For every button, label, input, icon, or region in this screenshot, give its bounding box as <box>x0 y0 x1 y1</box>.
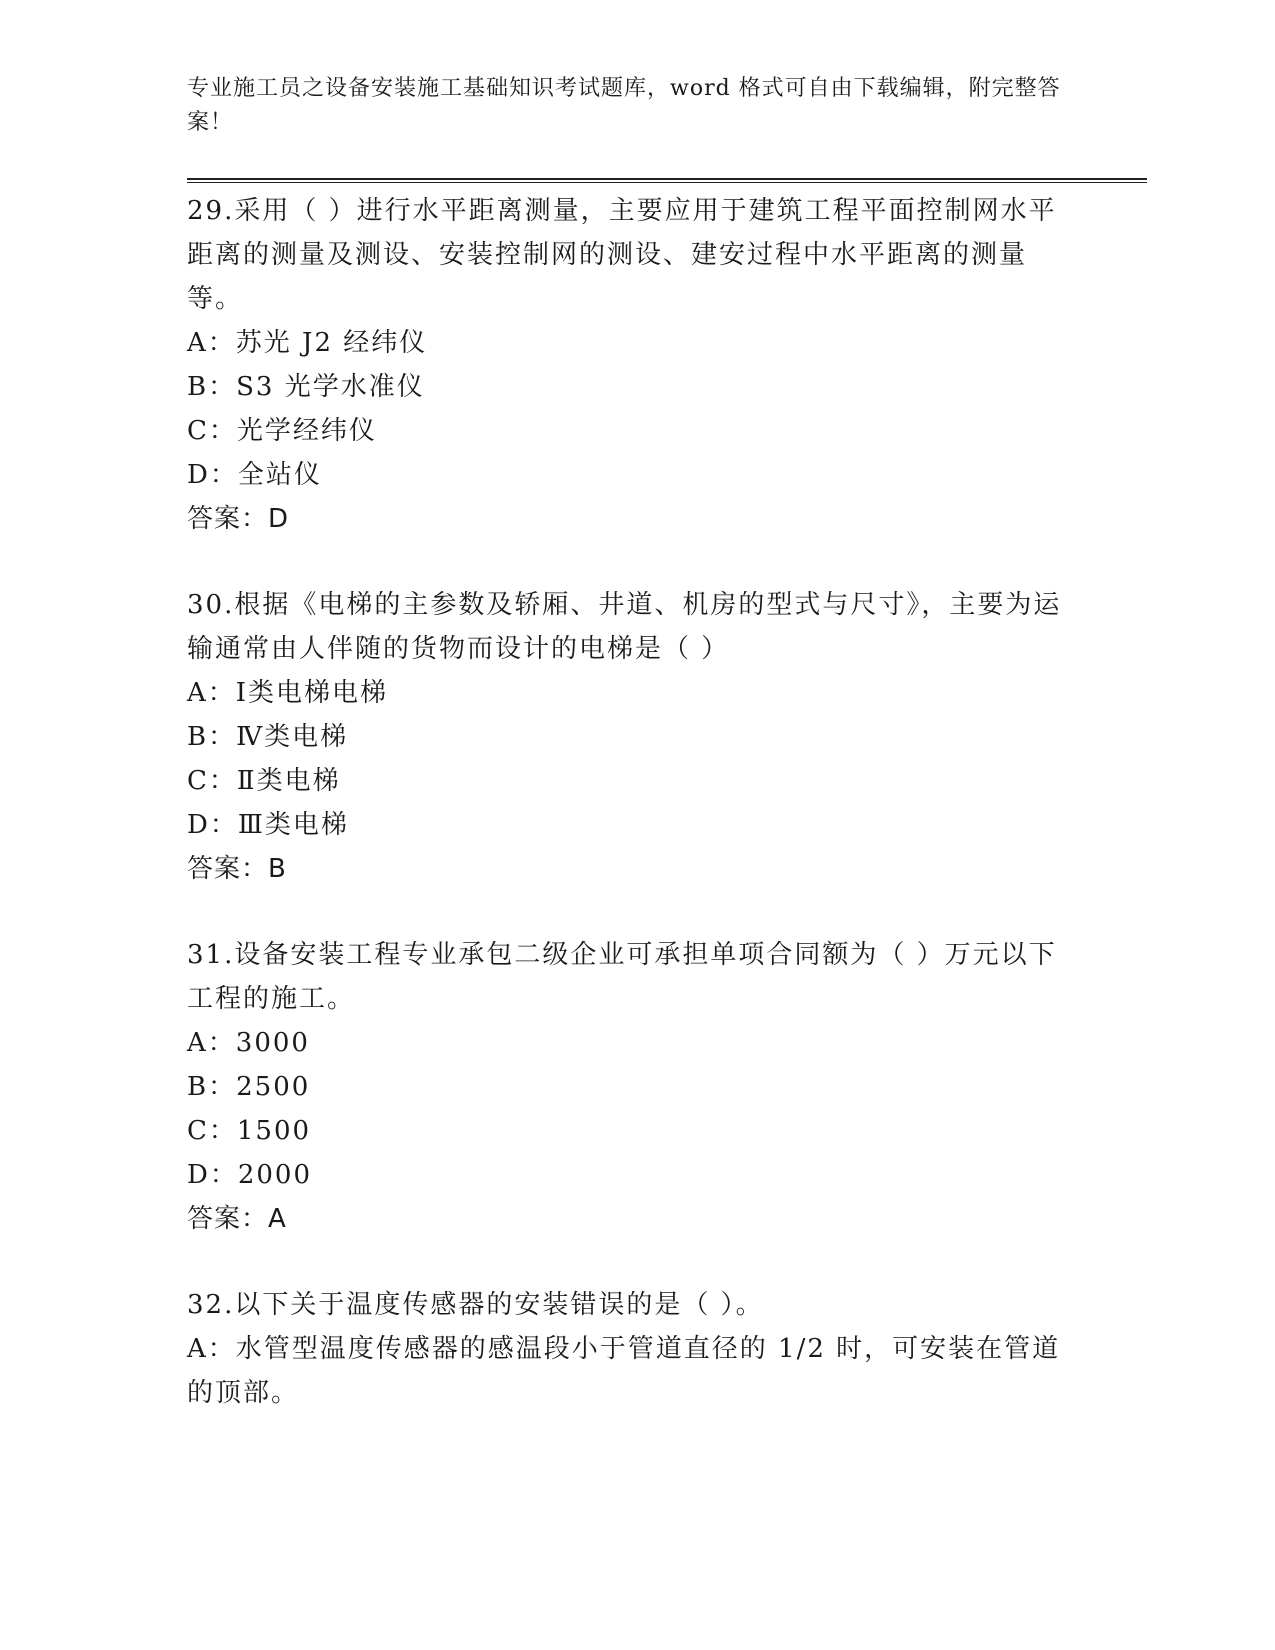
option-c: C：光学经纬仪 <box>187 416 377 446</box>
question-29 <box>187 189 1067 541</box>
option-d: D：全站仪 <box>187 460 322 490</box>
question-stem: 29.采用（ ）进行水平距离测量，主要应用于建筑工程平面控制网水平距离的测量及测设、安装控制网的测设、建安过程中水平距离的测量等。 <box>187 196 1057 314</box>
question-31 <box>187 933 1067 1241</box>
question-stem: 31.设备安装工程专业承包二级企业可承担单项合同额为（ ）万元以下工程的施工。 <box>187 940 1057 1014</box>
question-list <box>187 189 1067 1457</box>
option-a: A：水管型温度传感器的感温段小于管道直径的 1/2 时，可安装在管道的顶部。 <box>187 1334 1061 1408</box>
option-a: A：Ⅰ类电梯电梯 <box>187 678 389 708</box>
option-c: C：1500 <box>187 1116 312 1146</box>
option-a: A：苏光 J2 经纬仪 <box>187 328 428 358</box>
header-rule <box>187 178 1147 180</box>
document-page <box>187 0 1147 1650</box>
option-b: B：2500 <box>187 1072 311 1102</box>
answer-line: 答案：A <box>187 1204 287 1234</box>
header-rule-thin <box>187 182 1147 183</box>
option-b: B：Ⅳ类电梯 <box>187 722 349 752</box>
question-stem: 32.以下关于温度传感器的安装错误的是（ ）。 <box>187 1290 764 1320</box>
page-header: 专业施工员之设备安装施工基础知识考试题库，word 格式可自由下载编辑，附完整答案！ <box>187 76 1061 135</box>
question-stem: 30.根据《电梯的主参数及轿厢、井道、机房的型式与尺寸》，主要为运输通常由人伴随的货物而设计的电梯是（ ） <box>187 590 1062 664</box>
answer-line: 答案：B <box>187 854 287 884</box>
option-a: A：3000 <box>187 1028 310 1058</box>
option-d: D：Ⅲ类电梯 <box>187 810 349 840</box>
option-c: C：Ⅱ类电梯 <box>187 766 341 796</box>
option-b: B：S3 光学水准仪 <box>187 372 425 402</box>
question-30 <box>187 583 1067 891</box>
answer-line: 答案：D <box>187 504 290 534</box>
option-d: D：2000 <box>187 1160 313 1190</box>
question-32 <box>187 1283 1067 1415</box>
